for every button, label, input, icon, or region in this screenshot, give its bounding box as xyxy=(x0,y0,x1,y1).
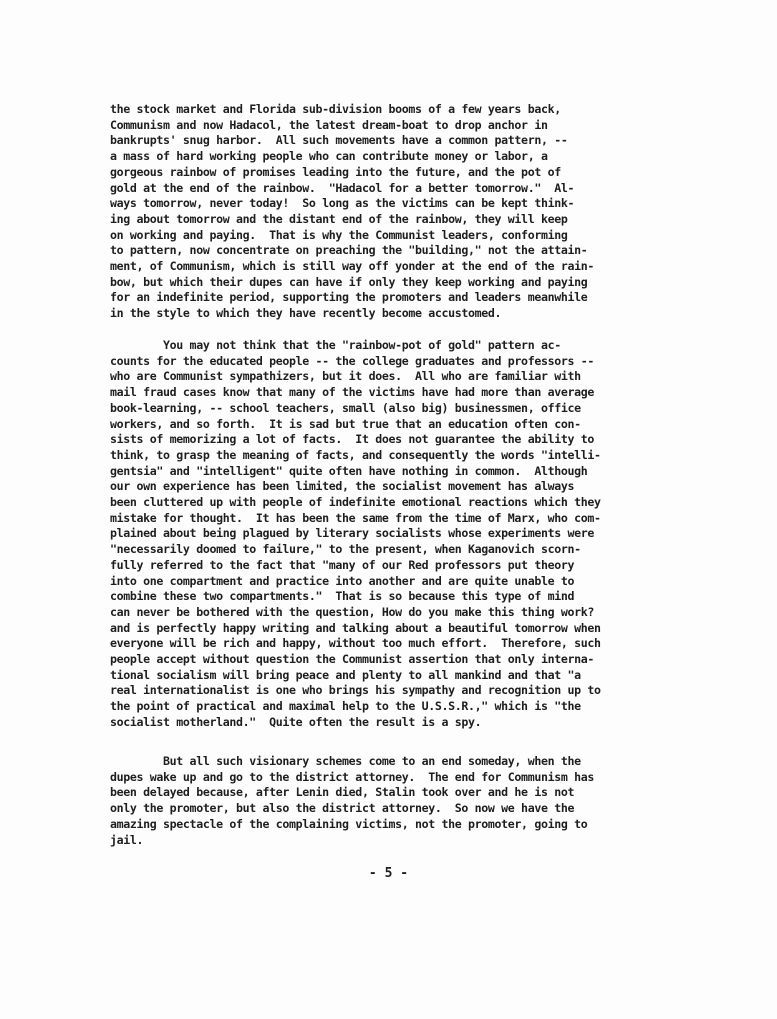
text-line: the stock market and Florida sub-division booms of a few years back, xyxy=(110,102,561,116)
page-number: - 5 - xyxy=(368,866,409,881)
text-line: tional socialism will bring peace and plenty to all mankind and that "a xyxy=(110,667,581,682)
text-line: dupes wake up and go to the district attorney. The end for Communism has xyxy=(110,769,594,784)
text-line: everyone will be rich and happy, without too much effort. Therefore, such xyxy=(110,636,601,651)
text-line: ing about tomorrow and the distant end of the rainbow, they will keep xyxy=(110,211,568,226)
text-line: gorgeous rainbow of promises leading into the future, and the pot of xyxy=(110,164,561,179)
text-line: plained about being plagued by literary socialists whose experiments were xyxy=(110,526,594,541)
text-line: gentsia" and "intelligent" quite often have nothing in common. Although xyxy=(110,463,588,478)
text-line: gold at the end of the rainbow. "Hadacol for a better tomorrow." Al- xyxy=(110,180,575,195)
paragraph-2 xyxy=(110,338,710,731)
text-line: mail fraud cases know that many of the victims have had more than average xyxy=(110,385,594,400)
text-line: to pattern, now concentrate on preaching the "building," not the attain- xyxy=(110,243,588,258)
text-line: You may not think that the "rainbow-pot of gold" pattern ac- xyxy=(110,338,561,352)
text-line: bankrupts' snug harbor. All such movements have a common pattern, -- xyxy=(110,133,568,148)
paragraph-1 xyxy=(110,102,710,322)
text-line: people accept without question the Communist assertion that only interna- xyxy=(110,652,594,667)
text-line: been cluttered up with people of indefinite emotional reactions which they xyxy=(110,495,601,510)
text-line: mistake for thought. It has been the same from the time of Marx, who com- xyxy=(110,510,601,525)
text-line: But all such visionary schemes come to an end someday, when the xyxy=(110,754,581,768)
text-line: been delayed because, after Lenin died, Stalin took over and he is not xyxy=(110,785,575,800)
text-line: fully referred to the fact that "many of our Red professors put theory xyxy=(110,557,575,572)
text-line: real internationalist is one who brings his sympathy and recognition up to xyxy=(110,683,601,698)
text-line: socialist motherland." Quite often the result is a spy. xyxy=(110,714,482,729)
text-line: a mass of hard working people who can contribute money or labor, a xyxy=(110,149,548,164)
text-line: can never be bothered with the question, How do you make this thing work? xyxy=(110,604,594,619)
text-line: jail. xyxy=(110,832,144,847)
text-line: sists of memorizing a lot of facts. It does not guarantee the ability to xyxy=(110,432,594,447)
text-line: on working and paying. That is why the Communist leaders, conforming xyxy=(110,227,568,242)
text-line: "necessarily doomed to failure," to the present, when Kaganovich scorn- xyxy=(110,542,581,557)
text-line: Communism and now Hadacol, the latest dream-boat to drop anchor in xyxy=(110,117,548,132)
text-line: think, to grasp the meaning of facts, and consequently the words "intelli- xyxy=(110,447,601,462)
text-line: amazing spectacle of the complaining victims, not the promoter, going to xyxy=(110,816,588,831)
text-line: for an indefinite period, supporting the promoters and leaders meanwhile xyxy=(110,290,588,305)
text-line: book-learning, -- school teachers, small (also big) businessmen, office xyxy=(110,400,581,415)
text-line: only the promoter, but also the district attorney. So now we have the xyxy=(110,801,575,816)
text-line: ment, of Communism, which is still way off yonder at the end of the rain- xyxy=(110,259,594,274)
text-line: bow, but which their dupes can have if only they keep working and paying xyxy=(110,274,588,289)
text-line: our own experience has been limited, the socialist movement has always xyxy=(110,479,575,494)
text-line: the point of practical and maximal help to the U.S.S.R.," which is "the xyxy=(110,699,581,714)
text-line: workers, and so forth. It is sad but true that an education often con- xyxy=(110,416,581,431)
text-line: in the style to which they have recently become accustomed. xyxy=(110,306,502,321)
text-line: and is perfectly happy writing and talking about a beautiful tomorrow when xyxy=(110,620,601,635)
text-line: combine these two compartments." That is so because this type of mind xyxy=(110,589,575,604)
paragraph-3 xyxy=(110,754,710,848)
text-line: who are Communist sympathizers, but it does. All who are familiar with xyxy=(110,369,581,384)
text-line: counts for the educated people -- the college graduates and professors -- xyxy=(110,353,594,368)
text-line: ways tomorrow, never today! So long as the victims can be kept think- xyxy=(110,196,575,211)
text-line: into one compartment and practice into another and are quite unable to xyxy=(110,573,575,588)
